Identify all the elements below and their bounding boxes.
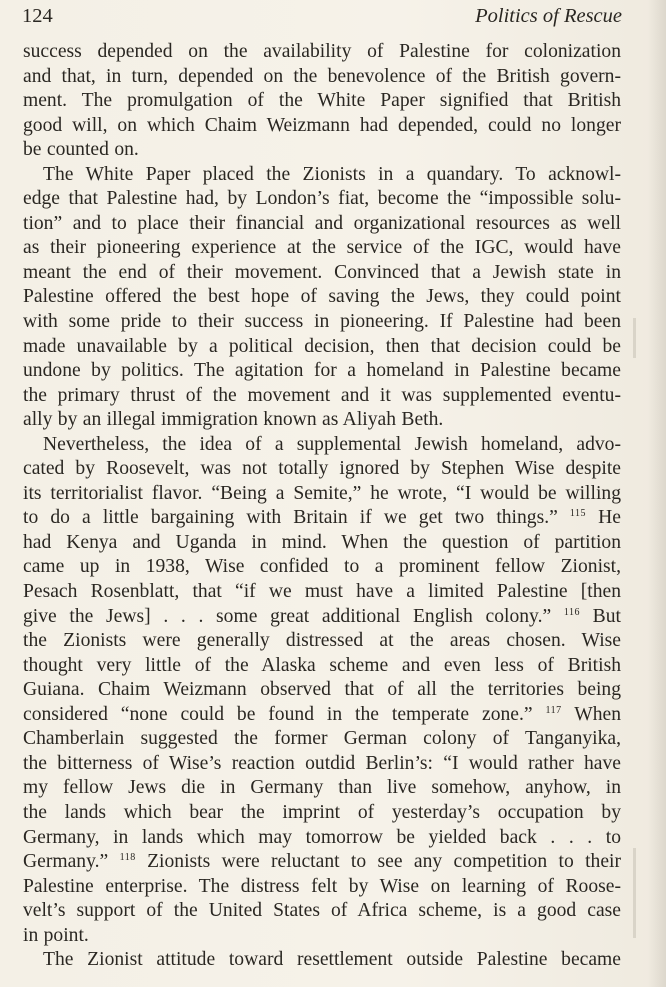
text-run: made unavailable by a political decision, then that decision could be bbox=[23, 335, 621, 357]
text-run: my fellow Jews die in Germany than live somehow, anyhow, in bbox=[23, 777, 621, 799]
text-run: with some pride to their success in pioneering. If Palestine had been bbox=[23, 311, 621, 333]
text-run: considered “none could be found in the temperate zone.” bbox=[23, 703, 546, 725]
text-line bbox=[23, 875, 621, 900]
text-run: Zionists were reluctant to see any competition to their bbox=[135, 851, 621, 873]
text-line bbox=[23, 899, 621, 924]
text-line bbox=[23, 114, 621, 139]
margin-mark bbox=[633, 318, 636, 358]
text-line bbox=[23, 703, 621, 728]
text-line bbox=[23, 850, 621, 875]
text-run: edge that Palestine had, by London’s fiat, become the “impossible solu- bbox=[23, 188, 621, 210]
footnote-reference: 115 bbox=[569, 508, 587, 520]
footnote-reference: 117 bbox=[545, 704, 562, 716]
margin-mark bbox=[633, 848, 636, 938]
text-run: and that, in turn, depended on the benevolence of the British govern- bbox=[23, 65, 621, 87]
text-line bbox=[23, 335, 621, 360]
text-run: came up in 1938, Wise confided to a prominent fellow Zionist, bbox=[23, 556, 621, 578]
text-line bbox=[23, 482, 621, 507]
text-line bbox=[23, 629, 621, 654]
footnote-reference: 118 bbox=[119, 852, 136, 864]
text-run: cated by Roosevelt, was not totally ignored by Stephen Wise despite bbox=[23, 458, 621, 480]
text-line bbox=[23, 163, 621, 188]
text-run: be counted on. bbox=[23, 139, 139, 161]
text-line bbox=[23, 555, 621, 580]
page-edge-shadow bbox=[648, 0, 666, 987]
text-line bbox=[23, 752, 621, 777]
text-run: had Kenya and Uganda in mind. When the question of partition bbox=[23, 531, 621, 553]
text-line bbox=[23, 531, 621, 556]
text-run: as their pioneering experience at the service of the IGC, would have bbox=[23, 237, 621, 259]
text-line bbox=[23, 948, 621, 973]
text-line bbox=[23, 65, 621, 90]
text-run: Germany.” bbox=[23, 851, 120, 873]
text-run: in point. bbox=[23, 924, 89, 946]
text-line bbox=[23, 212, 621, 237]
text-run: give the Jews] . . . some great additional English colony.” bbox=[23, 605, 564, 627]
text-run: ally by an illegal immigration known as Aliyah Beth. bbox=[23, 409, 444, 431]
text-run: Germany, in lands which may tomorrow be yielded back . . . to bbox=[23, 826, 621, 848]
text-line bbox=[23, 384, 621, 409]
running-head bbox=[22, 4, 622, 28]
text-line bbox=[23, 187, 621, 212]
text-run: the lands which bear the imprint of yesterday’s occupation by bbox=[23, 801, 621, 823]
text-run: meant the end of their movement. Convinced that a Jewish state in bbox=[23, 261, 621, 283]
text-line bbox=[23, 285, 621, 310]
body-text bbox=[23, 40, 621, 973]
text-line bbox=[23, 261, 621, 286]
text-line bbox=[23, 40, 621, 65]
page-number: 124 bbox=[22, 5, 53, 27]
text-run: velt’s support of the United States of Africa scheme, is a good case bbox=[23, 900, 621, 922]
text-line bbox=[23, 433, 621, 458]
text-run: Palestine offered the best hope of saving the Jews, they could point bbox=[23, 286, 621, 308]
text-line bbox=[23, 678, 621, 703]
text-line bbox=[23, 924, 621, 949]
footnote-reference: 116 bbox=[563, 606, 580, 618]
text-run: The White Paper placed the Zionists in a quandary. To acknowl- bbox=[43, 163, 621, 185]
text-run: Nevertheless, the idea of a supplemental Jewish homeland, advo- bbox=[43, 433, 621, 455]
text-line bbox=[23, 236, 621, 261]
text-line bbox=[23, 801, 621, 826]
text-line bbox=[23, 580, 621, 605]
text-run: the bitterness of Wise’s reaction outdid Berlin’s: “I would rather have bbox=[23, 752, 621, 774]
text-line bbox=[23, 826, 621, 851]
text-run: Guiana. Chaim Weizmann observed that of all the territories being bbox=[23, 679, 621, 701]
text-line bbox=[23, 138, 621, 163]
text-line bbox=[23, 506, 621, 531]
text-run: Palestine enterprise. The distress felt by Wise on learning of Roose- bbox=[23, 875, 621, 897]
text-line bbox=[23, 776, 621, 801]
text-run: Pesach Rosenblatt, that “if we must have a limited Palestine [then bbox=[23, 581, 621, 603]
text-line bbox=[23, 359, 621, 384]
text-run: ment. The promulgation of the White Paper signified that British bbox=[23, 90, 621, 112]
text-run: the Zionists were generally distressed at the areas chosen. Wise bbox=[23, 630, 621, 652]
text-run: Chamberlain suggested the former German colony of Tanganyika, bbox=[23, 728, 621, 750]
text-line bbox=[23, 408, 621, 433]
text-run: undone by politics. The agitation for a homeland in Palestine became bbox=[23, 360, 621, 382]
text-run: But bbox=[580, 605, 621, 627]
text-line bbox=[23, 727, 621, 752]
text-run: its territorialist flavor. “Being a Semite,” he wrote, “I would be willing bbox=[23, 482, 621, 504]
text-line bbox=[23, 605, 621, 630]
text-run: thought very little of the Alaska scheme and even less of British bbox=[23, 654, 621, 676]
text-run: good will, on which Chaim Weizmann had depended, could no longer bbox=[23, 114, 621, 136]
text-line bbox=[23, 654, 621, 679]
text-line bbox=[23, 89, 621, 114]
text-line bbox=[23, 310, 621, 335]
text-run: to do a little bargaining with Britain if we get two things.” bbox=[23, 507, 570, 529]
text-run: The Zionist attitude toward resettlement outside Palestine became bbox=[43, 949, 621, 971]
text-run: He bbox=[586, 507, 622, 529]
running-title: Politics of Rescue bbox=[475, 5, 622, 27]
text-run: success depended on the availability of Palestine for colonization bbox=[23, 41, 621, 62]
text-run: When bbox=[561, 703, 621, 725]
text-line bbox=[23, 457, 621, 482]
text-run: the primary thrust of the movement and it was supplemented eventu- bbox=[23, 384, 621, 406]
text-run: tion” and to place their financial and organizational resources as well bbox=[23, 212, 621, 234]
